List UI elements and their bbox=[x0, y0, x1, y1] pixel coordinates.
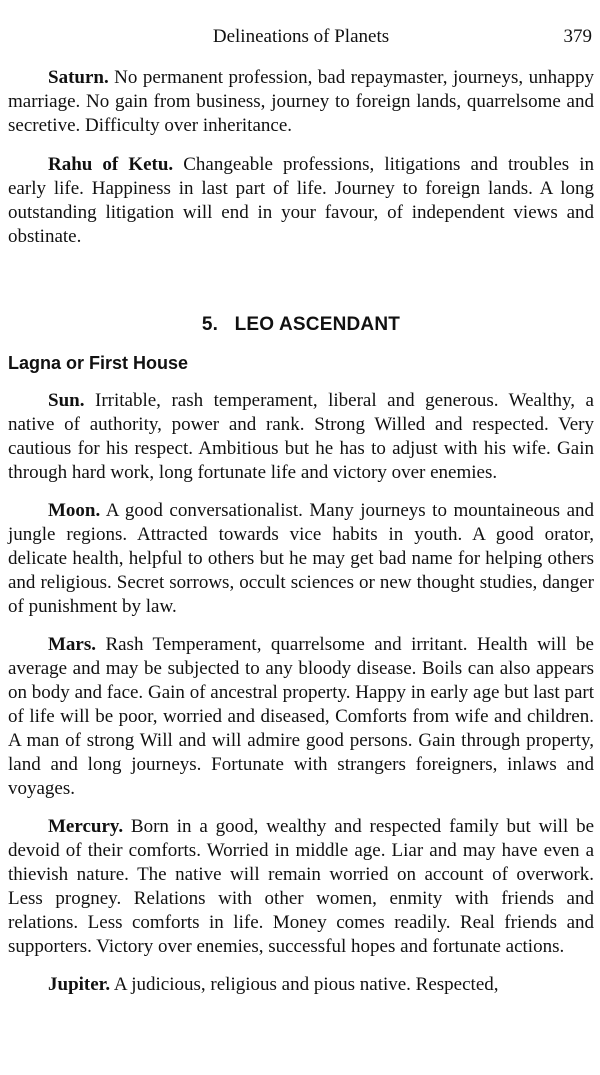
paragraph-mercury bbox=[8, 815, 594, 959]
paragraph-text: Rash Temperament, quarrelsome and irritant. Health will be average and may be subjected to any bloody disease. Boils can also appears on body and face. Gain of ancestral property. Happy in early age but last part of life will be poor, worried and diseased, Comforts from wife and children. A man of strong Will and will admire good persons. Gain through property, land and long journeys. Fortunate with strangers foreigners, inlaws and voyages. bbox=[8, 634, 594, 799]
paragraph-rahu-ketu bbox=[8, 153, 594, 249]
section-title: 5. LEO ASCENDANT bbox=[201, 314, 401, 335]
paragraph-sun bbox=[8, 389, 594, 485]
paragraph-lead: Jupiter. bbox=[48, 974, 111, 995]
page-number: 379 bbox=[563, 26, 592, 47]
paragraph-lead: Mercury. bbox=[48, 816, 124, 837]
paragraph-text: Irritable, rash temperament, liberal and generous. Wealthy, a native of authority, power and rank. Strong Willed and respected. Very cautious for his respect. Ambitious but he has to adjust with his wife. Gain through hard work, long fortunate life and victory over enemies. bbox=[8, 390, 594, 483]
paragraph-text: Born in a good, wealthy and respected family but will be devoid of their comforts. Worried in middle age. Liar and may have even a thievish nature. The native will remain worried on account of overwork. Less progney. Relations with other women, enmity with friends and relations. Less comforts in life. Money comes readily. Real friends and supporters. Victory over enemies, successful hopes and fortunate actions. bbox=[8, 816, 594, 957]
paragraph-lead: Saturn. bbox=[48, 67, 109, 88]
paragraph-text: A good conversationalist. Many journeys to mountaineous and jungle regions. Attracted towards vice habits in youth. A good orator, delicate health, helpful to others but he may get bad name for helping others and religious. Secret sorrows, occult sciences or new thought studies, danger of punishment by law. bbox=[8, 500, 594, 617]
paragraph-lead: Moon. bbox=[48, 500, 101, 521]
paragraph-moon bbox=[8, 499, 594, 619]
paragraph-lead: Mars. bbox=[48, 634, 97, 655]
running-title: Delineations of Planets bbox=[212, 26, 390, 47]
subsection-title: Lagna or First House bbox=[8, 353, 189, 373]
paragraph-text: A judicious, religious and pious native. Respected, bbox=[110, 974, 499, 995]
paragraph-text: Changeable professions, litigations and troubles in early life. Happiness in last part of life. Journey to foreign lands. A long outstanding litigation will end in your favour, of independent views and obstinate. bbox=[8, 154, 595, 247]
paragraph-saturn bbox=[8, 66, 594, 138]
paragraph-jupiter bbox=[8, 973, 594, 997]
paragraph-lead: Sun. bbox=[48, 390, 85, 411]
running-header bbox=[8, 26, 594, 52]
paragraph-mars bbox=[8, 633, 594, 801]
paragraph-text: No permanent profession, bad repaymaster, journeys, unhappy marriage. No gain from business, journey to foreign lands, quarrelsome and secretive. Difficulty over inheritance. bbox=[8, 67, 594, 136]
paragraph-lead: Rahu of Ketu. bbox=[48, 154, 174, 175]
